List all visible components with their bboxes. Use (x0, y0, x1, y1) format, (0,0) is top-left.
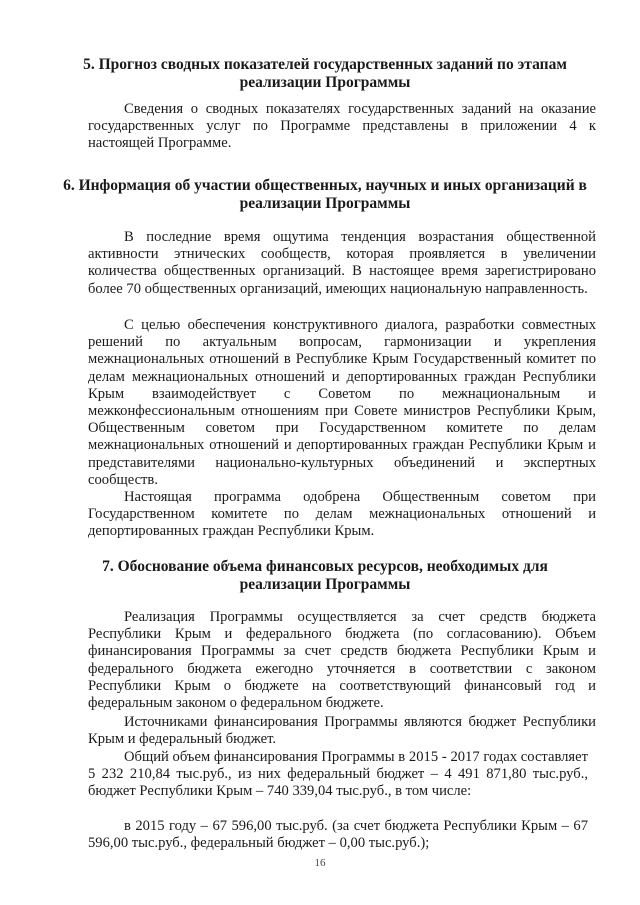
section-6-heading: 6. Информация об участии общественных, научных и иных организаций в реализации Программы (63, 177, 587, 212)
section-6-paragraph-1: В последние время ощутима тенденция возрастания общественной активности этнических сообществ, которая проявляется в увеличении количества общественных организаций. В настоящее время зарегистрировано более 70 общественных организаций, имеющих национальную направленность. (88, 229, 596, 297)
section-7-paragraph-2: Источниками финансирования Программы являются бюджет Республики Крым и федеральный бюджет. (88, 714, 596, 748)
section-7-paragraph-3: Общий объем финансирования Программы в 2015 - 2017 годах составляет 5 232 210,84 тыс.руб., из них федеральный бюджет – 4 491 871,80 тыс.руб., бюджет Республики Крым – 740 339,04 тыс.руб., в том числе: (88, 749, 588, 800)
section-7-paragraph-4: в 2015 году – 67 596,00 тыс.руб. (за счет бюджета Республики Крым – 67 596,00 тыс.руб., федеральный бюджет – 0,00 тыс.руб.); (88, 818, 588, 852)
section-6-paragraph-2: С целью обеспечения конструктивного диалога, разработки совместных решений по актуальным вопросам, гармонизации и укрепления межнациональных отношений в Республике Крым Государственный комитет по делам межнациональных отношений и депортированных граждан Республики Крым взаимодействует с Советом по межнациональным и межконфессиональным отношениям при Совете министров Республики Крым, Общественным советом при Государственном комитете по делам межнациональных отношений и депортированных граждан Республики Крым и представителями национально-культурных объединений и экспертных сообществ. (88, 317, 596, 488)
page-number: 16 (314, 857, 326, 869)
section-7-heading: 7. Обоснование объема финансовых ресурсов, необходимых для реализации Программы (102, 558, 548, 593)
section-6-paragraph-3: Настоящая программа одобрена Общественным советом при Государственном комитете по делам межнациональных отношений и депортированных граждан Республики Крым. (88, 489, 596, 540)
section-7-paragraph-1: Реализация Программы осуществляется за счет средств бюджета Республики Крым и федерального бюджета (по согласованию). Объем финансирования Программы за счет средств бюджета Республики Крым и федерального бюджета ежегодно уточняется в соответствии с законом Республики Крым о бюджете на соответствующий финансовый год и федеральным законом о федеральном бюджете. (88, 609, 596, 712)
section-5-paragraph-1: Сведения о сводных показателях государственных заданий на оказание государственных услуг по Программе представлены в приложении 4 к настоящей Программе. (88, 101, 596, 152)
section-5-heading: 5. Прогноз сводных показателей государственных заданий по этапам реализации Программы (83, 56, 567, 91)
